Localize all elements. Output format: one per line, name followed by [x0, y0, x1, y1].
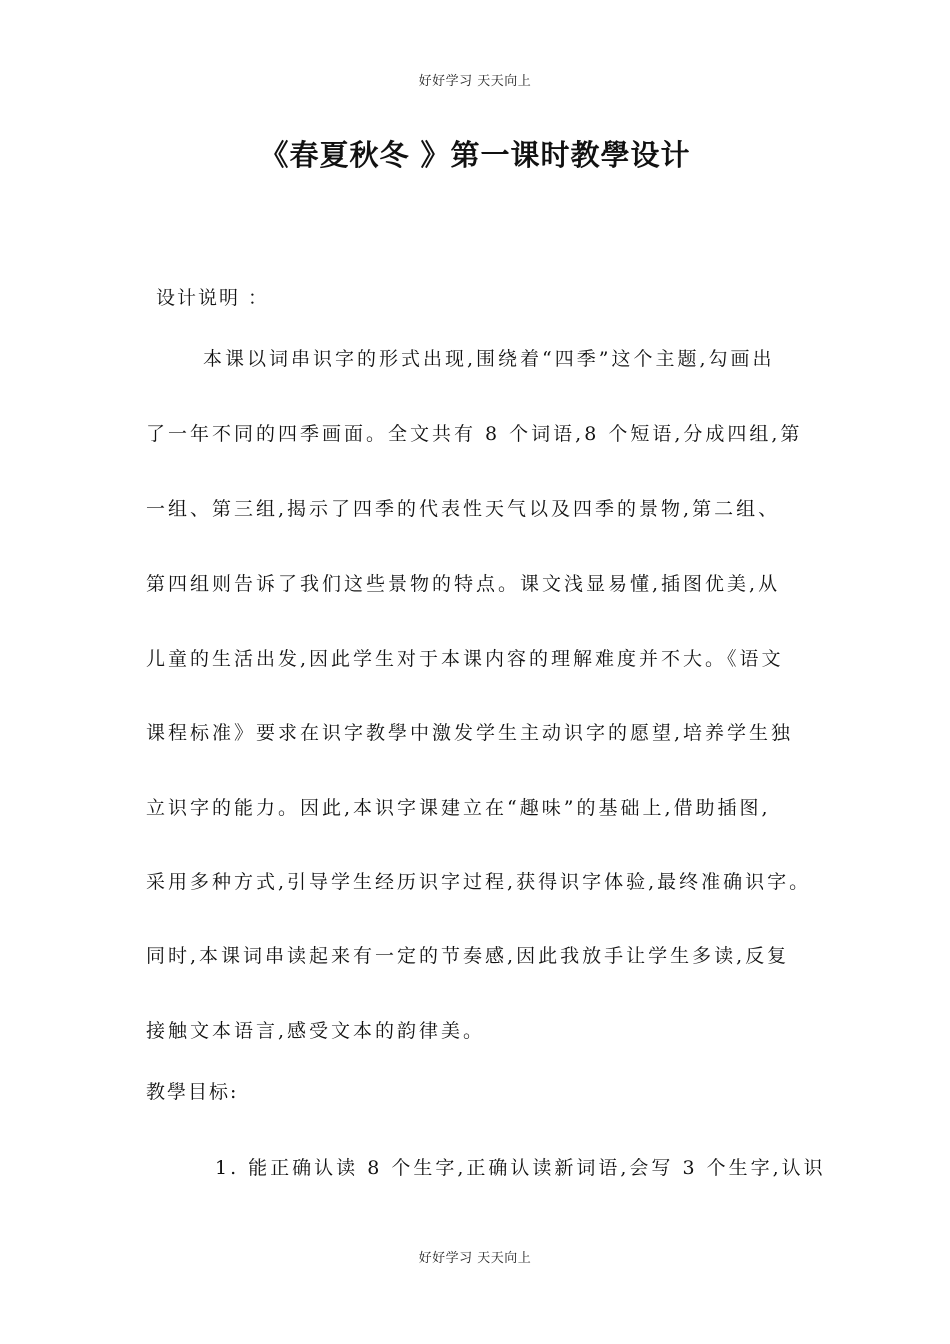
paragraph-line: 接触文本语言,感受文本的韵律美。 — [146, 1020, 486, 1042]
paragraph-line: 采用多种方式,引导学生经历识字过程,获得识字体验,最终准确识字。 — [146, 871, 812, 893]
paragraph-line: 课程标准》要求在识字教學中激发学生主动识字的愿望,培养学生独 — [146, 722, 794, 744]
paragraph-line: 本课以词串识字的形式出现,围绕着“四季”这个主题,勾画出 — [203, 348, 775, 370]
paragraph-line: 同时,本课词串读起来有一定的节奏感,因此我放手让学生多读,反复 — [146, 945, 790, 967]
page-footer: 好好学习 天天向上 — [418, 1251, 532, 1266]
paragraph-line: 一组、第三组,揭示了四季的代表性天气以及四季的景物,第二组、 — [146, 498, 781, 520]
paragraph-line: 儿童的生活出发,因此学生对于本课内容的理解难度并不大。《语文 — [146, 648, 784, 670]
page-header: 好好学习 天天向上 — [418, 74, 532, 89]
design-note-label: 设计说明 ： — [156, 287, 270, 309]
document-title: 《春夏秋冬 》第一课时教學设计 — [259, 138, 691, 172]
paragraph-line: 立识字的能力。因此,本识字课建立在“趣味”的基础上,借助插图, — [146, 797, 771, 819]
teaching-goals-label: 教學目标: — [146, 1081, 239, 1103]
goal-item: 1. 能正确认读 8 个生字,正确认读新词语,会写 3 个生字,认识 — [215, 1157, 826, 1179]
paragraph-line: 第四组则告诉了我们这些景物的特点。课文浅显易懂,插图优美,从 — [146, 573, 781, 595]
paragraph-line: 了一年不同的四季画面。全文共有 8 个词语,8 个短语,分成四组,第 — [146, 423, 803, 445]
